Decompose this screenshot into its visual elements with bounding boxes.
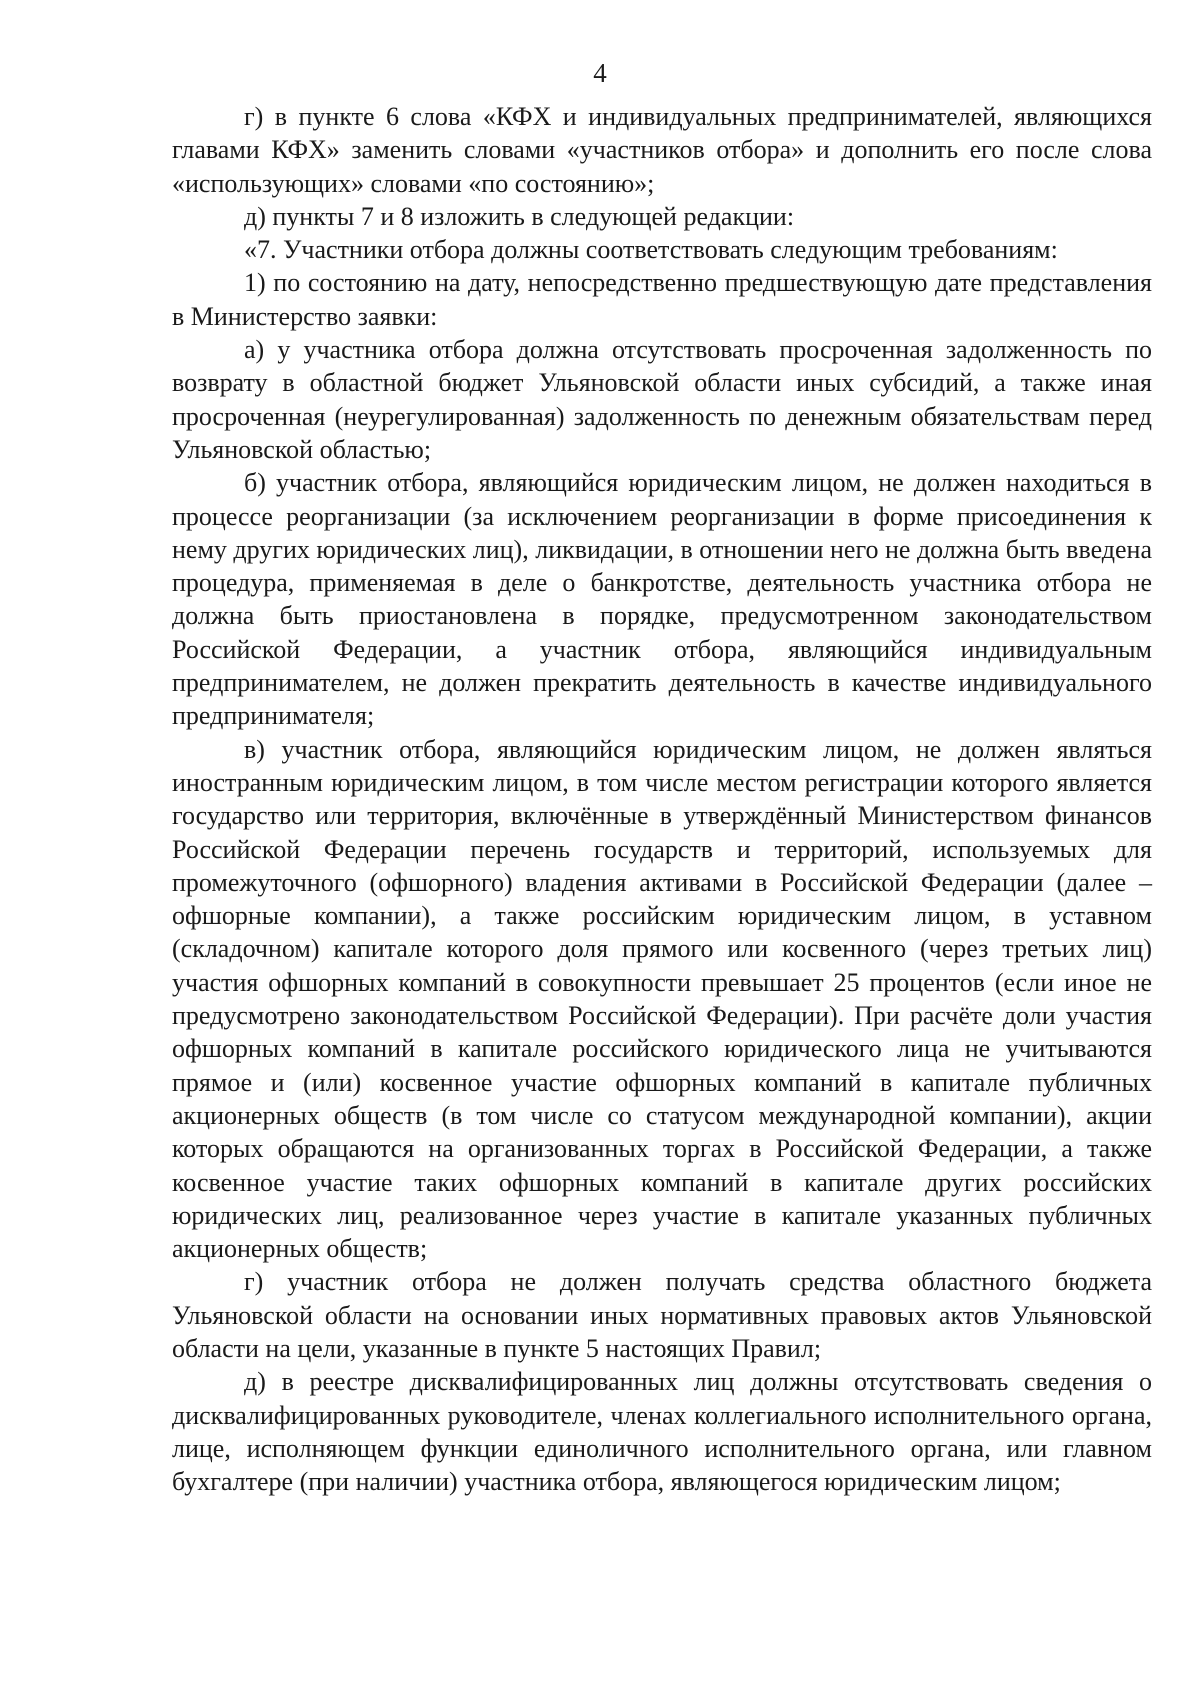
paragraph-item-b: б) участник отбора, являющийся юридическим лицом, не должен находиться в процессе реорганизации (за исключением реорганизации в форме присоединения к нему других юридических лиц), ликвидации, в отношении него не должна быть введена процедура, применяемая в деле о банкротстве, деятельность участника отбора не должна быть приостановлена в порядке, предусмотренном законодательством Российской Федерации, а участник отбора, являющийся индивидуальным предпринимателем, не должен прекратить деятельность в качестве индивидуального предпринимателя;: [172, 468, 1152, 731]
paragraph-item-g: г) участник отбора не должен получать средства областного бюджета Ульяновской области на основании иных нормативных правовых актов Ульяновской области на цели, указанные в пункте 5 настоящих Правил;: [172, 1267, 1152, 1363]
paragraph-amendment-d-points-7-8: д) пункты 7 и 8 изложить в следующей редакции:: [244, 201, 795, 231]
document-body: [172, 100, 1152, 1498]
paragraph-subpoint-1: 1) по состоянию на дату, непосредственно предшествующую дате представления в Министерство заявки:: [172, 268, 1152, 331]
page-number: 4: [593, 58, 607, 88]
paragraph-item-a: а) у участника отбора должна отсутствовать просроченная задолженность по возврату в областной бюджет Ульяновской области иных субсидий, а также иная просроченная (неурегулированная) задолженность по денежным обязательствам перед Ульяновской областью;: [172, 335, 1152, 464]
paragraph-item-d: д) в реестре дисквалифицированных лиц должны отсутствовать сведения о дисквалифицированных руководителе, членах коллегиального исполнительного органа, лице, исполняющем функции единоличного исполнительного органа, или главном бухгалтере (при наличии) участника отбора, являющегося юридическим лицом;: [172, 1367, 1152, 1497]
paragraph-amendment-g-point-6: г) в пункте 6 слова «КФХ и индивидуальных предпринимателей, являющихся главами КФХ» заменить словами «участников отбора» и дополнить его после слова «использующих» словами «по состоянию»;: [172, 102, 1152, 198]
paragraph-point-7-heading: «7. Участники отбора должны соответствовать следующим требованиям:: [244, 235, 1058, 265]
paragraph-item-v: в) участник отбора, являющийся юридическим лицом, не должен являться иностранным юридическим лицом, в том числе местом регистрации которого является государство или территория, включённые в утверждённый Министерством финансов Российской Федерации перечень государств и территорий, используемых для промежуточного (офшорного) владения активами в Российской Федерации (далее – офшорные компании), а также российским юридическим лицом, в уставном (складочном) капитале которого доля прямого или косвенного (через третьих лиц) участия офшорных компаний в совокупности превышает 25 процентов (если иное не предусмотрено законодательством Российской Федерации). При расчёте доли участия офшорных компаний в капитале российского юридического лица не учитываются прямое и (или) косвенное участие офшорных компаний в капитале публичных акционерных обществ (в том числе со статусом международной компании), акции которых обращаются на организованных торгах в Российской Федерации, а также косвенное участие таких офшорных компаний в капитале других российских юридических лиц, реализованное через участие в капитале указанных публичных акционерных обществ;: [172, 734, 1152, 1264]
